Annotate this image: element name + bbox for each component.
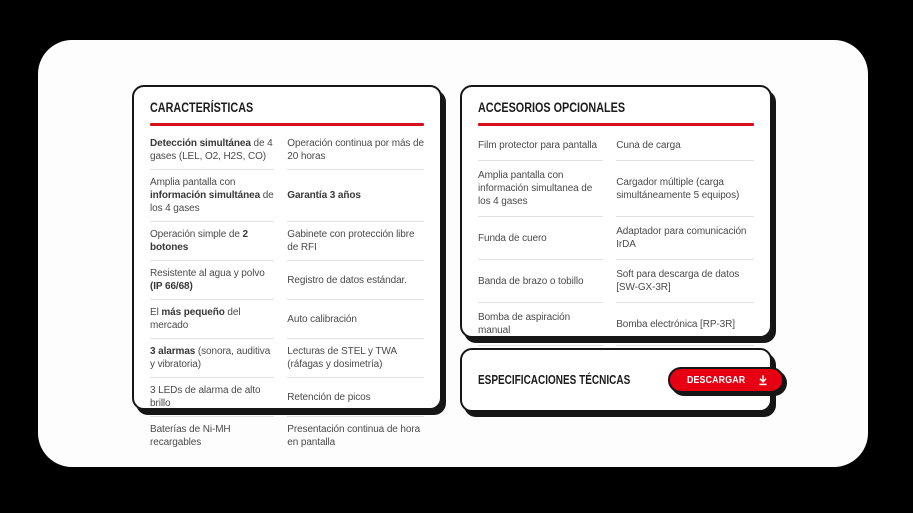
spec-cell-left: Film protector para pantalla — [478, 131, 603, 161]
spec-cell-left: Resistente al agua y polvo (IP 66/68) — [150, 261, 274, 300]
features-card — [132, 85, 442, 448]
spec-cell-left: 3 LEDs de alarma de alto brillo — [150, 378, 274, 417]
features-card-title: CARACTERÍSTICAS — [150, 100, 254, 115]
table-row — [150, 300, 424, 339]
spec-cell-left: Amplia pantalla con información simultanea de los 4 gases — [478, 161, 603, 217]
spec-cell-left: El más pequeño del mercado — [150, 300, 274, 339]
table-row — [478, 161, 754, 217]
spec-cell-right: Garantía 3 años — [287, 170, 424, 222]
download-icon — [757, 374, 769, 386]
spec-cell-right: Operación continua por más de 20 horas — [287, 131, 424, 170]
download-button[interactable] — [668, 367, 783, 393]
spec-cell-right: Presentación continua de hora en pantalla — [287, 424, 421, 448]
spec-cell-right: Adaptador para comunicación IrDA — [616, 217, 754, 260]
table-row — [478, 217, 754, 260]
spec-cell-left: Funda de cuero — [478, 217, 603, 260]
spec-cell-left: Detección simultánea de 4 gases (LEL, O2, H2S, CO) — [150, 131, 274, 170]
table-row — [150, 417, 424, 455]
download-button-label: DESCARGAR — [687, 374, 746, 386]
accessories-card-title: ACCESORIOS OPCIONALES — [478, 100, 626, 115]
spec-cell-left: Banda de brazo o tobillo — [478, 260, 603, 303]
spec-cell-right: Cuna de carga — [616, 131, 754, 161]
table-row — [150, 170, 424, 222]
accessories-table — [478, 131, 754, 375]
title-underline — [150, 123, 424, 126]
spec-cell-left: Baterías de Ni-MH recargables — [150, 424, 231, 448]
title-underline — [478, 123, 754, 126]
spec-cell-left: Amplia pantalla con información simultánea de los 4 gases — [150, 170, 274, 222]
spec-cell-right: Soft para descarga de datos [SW-GX-3R] — [616, 260, 754, 303]
spec-cell-right: Lecturas de STEL y TWA (ráfagas y dosimetría) — [287, 339, 424, 378]
accessories-card — [460, 85, 772, 338]
technical-specs-bar — [460, 348, 772, 412]
table-row — [150, 378, 424, 417]
spec-cell-right: Retención de picos — [287, 378, 424, 417]
spec-cell-left: Operación simple de 2 botones — [150, 222, 274, 261]
spec-cell-right: Registro de datos estándar. — [287, 261, 424, 300]
table-row — [478, 303, 754, 346]
content-panel — [38, 40, 868, 467]
features-table — [150, 131, 424, 455]
technical-specs-title: ESPECIFICACIONES TÉCNICAS — [478, 373, 631, 387]
spec-cell-right: Auto calibración — [287, 300, 424, 339]
table-row — [150, 261, 424, 300]
table-row — [150, 222, 424, 261]
spec-cell-right: Bomba electrónica [RP-3R] — [616, 303, 754, 346]
spec-cell-right: Gabinete con protección libre de RFI — [287, 222, 424, 261]
spec-cell-right: Cargador múltiple (carga simultáneamente 5 equipos) — [616, 161, 754, 217]
table-row — [478, 260, 754, 303]
table-row — [150, 339, 424, 378]
spec-cell-left: 3 alarmas (sonora, auditiva y vibratoria) — [150, 339, 274, 378]
spec-cell-left: Bomba de aspiración manual — [478, 303, 603, 346]
table-row — [150, 131, 424, 170]
table-row — [478, 131, 754, 161]
